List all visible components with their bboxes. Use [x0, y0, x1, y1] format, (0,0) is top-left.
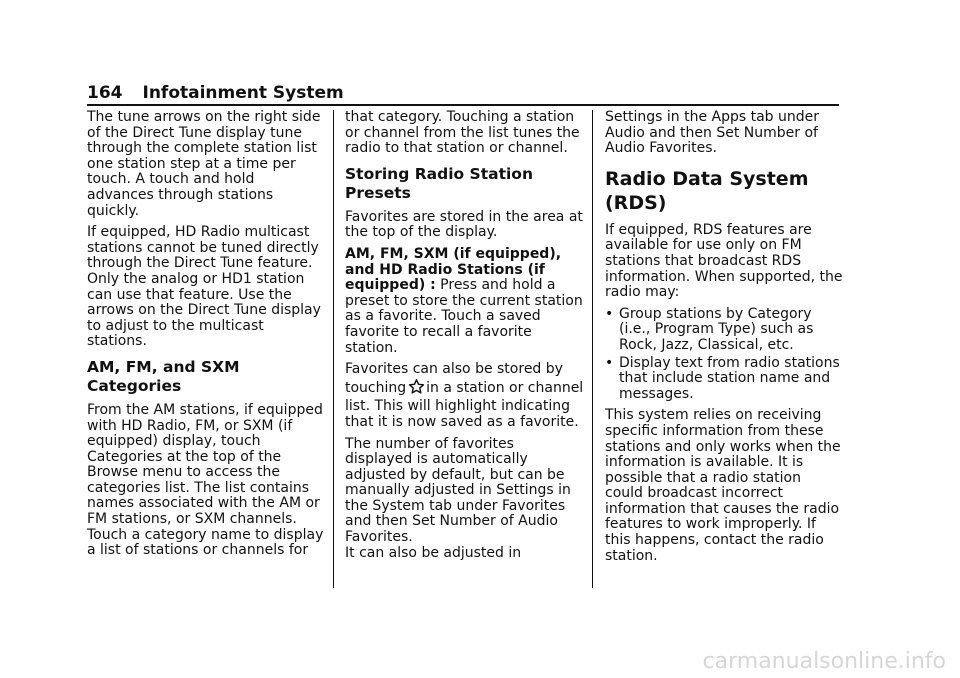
- paragraph-rds-reliance: This system relies on receiving specific information from these stations and only works when the information is available. It is possible that a radio station could broadcast incorrect information that causes the radio features to work improperly. If this happens, contact the radio station.: [605, 407, 841, 564]
- paragraph-category-continued: that category. Touching a station or channel from the list tunes the radio to that station or channel.: [345, 109, 580, 157]
- column-divider-1: [333, 110, 334, 588]
- header-rule: [87, 104, 839, 106]
- list-item: [605, 356, 843, 403]
- paragraph-number-favorites: The number of favorites displayed is automatically adjusted by default, but can be manually adjusted in Settings in the System tab under Favorites and then Set Number of Audio Favorites.: [345, 435, 571, 546]
- bullet-icon: •: [605, 305, 614, 322]
- paragraph-favorites-area: Favorites are stored in the area at the top of the display.: [345, 208, 583, 241]
- column-3: [605, 110, 843, 570]
- watermark: carmanualsonline.info: [702, 649, 946, 674]
- paragraph-rds-intro: If equipped, RDS features are available for use only on FM stations that broadcast RDS information. When supported, the radio may:: [605, 221, 843, 301]
- column-divider-2: [592, 110, 593, 588]
- term-station-types: AM, FM, SXM (if equipped), and HD Radio Stations (if equipped) :: [345, 245, 562, 294]
- column-2: [345, 110, 585, 567]
- paragraph-tune-arrows: The tune arrows on the right side of the Direct Tune display tune through the complete station list one station step at a time per touch. A touch and hold advances through stations quickly.: [87, 109, 321, 219]
- paragraph-hd-multicast: If equipped, HD Radio multicast stations cannot be tuned directly through the Direct Tune feature. Only the analog or HD1 station can use that feature. Use the arrows on the Direct Tune display to adjust to the multicast stations.: [87, 224, 321, 350]
- paragraph-apps-settings: Settings in the Apps tab under Audio and then Set Number of Audio Favorites.: [605, 109, 820, 157]
- star-text-after: in a station or channel list. This will highlight indicating that it is now saved as a favorite.: [345, 379, 584, 430]
- star-icon: [408, 378, 425, 400]
- paragraph-star-favorites: [345, 362, 585, 430]
- heading-categories: AM, FM, and SXM Categories: [87, 357, 240, 395]
- paragraph-categories: From the AM stations, if equipped with HD Radio, FM, or SXM (if equipped) display, touch Categories at the top of the Browse menu to access the categories list. The list contains names associated with the AM or FM stations, or SXM channels. Touch a category name to display a list of stations or channels for: [87, 401, 324, 559]
- list-item-text: Display text from radio stations that include station name and messages.: [619, 354, 840, 402]
- storing-description: Press and hold a preset to store the current station as a favorite. Touch a saved favorite to recall a favorite station.: [345, 277, 583, 356]
- page-number: 164: [87, 83, 123, 103]
- column-1: [87, 110, 325, 565]
- bullet-icon: •: [605, 354, 614, 371]
- paragraph-adjusted-in: It can also be adjusted in: [345, 544, 522, 561]
- list-item-text: Group stations by Category (i.e., Program Type) such as Rock, Jazz, Classical, etc.: [619, 305, 814, 353]
- paragraph-storing-presets: [345, 247, 585, 356]
- star-text-before: Favorites can also be stored by touching: [345, 361, 563, 396]
- page-header: [87, 82, 839, 104]
- rds-feature-list: [605, 307, 843, 403]
- section-title: Infotainment System: [142, 83, 344, 103]
- heading-presets: Storing Radio Station Presets: [345, 164, 533, 202]
- list-item: [605, 307, 843, 354]
- heading-rds: Radio Data System (RDS): [605, 167, 809, 214]
